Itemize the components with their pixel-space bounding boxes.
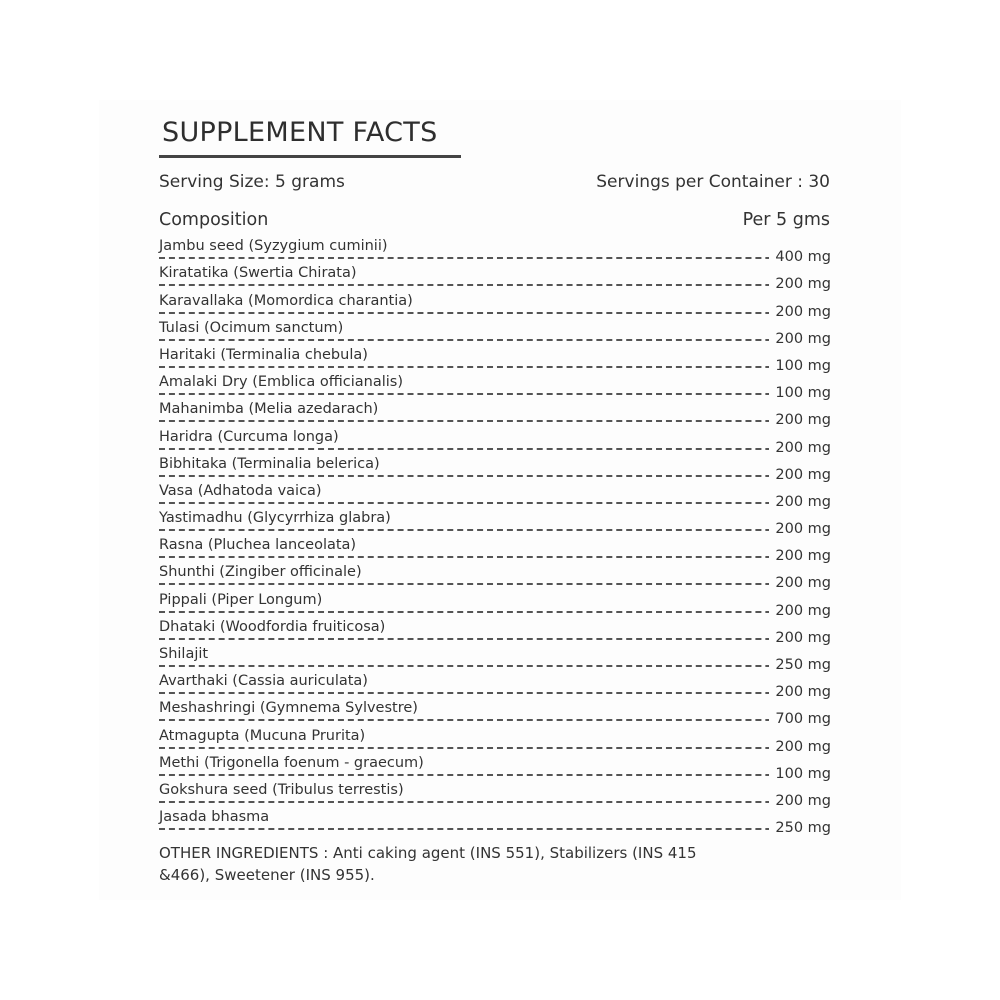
ingredient-amount: 200 mg <box>769 603 831 619</box>
ingredient-amount: 200 mg <box>769 331 831 347</box>
ingredient-name: Karavallaka (Momordica charantia) <box>159 292 413 309</box>
ingredient-name: Amalaki Dry (Emblica officianalis) <box>159 374 403 391</box>
ingredient-amount: 100 mg <box>769 766 831 782</box>
composition-header: Composition <box>159 210 269 230</box>
ingredient-row <box>159 613 831 646</box>
ingredient-name: Meshashringi (Gymnema Sylvestre) <box>159 700 418 717</box>
ingredient-name: Haritaki (Terminalia chebula) <box>159 346 368 363</box>
ingredient-row <box>159 667 831 701</box>
servings-per-container: Servings per Container : 30 <box>596 172 830 192</box>
ingredient-amount: 200 mg <box>769 548 831 564</box>
ingredient-name: Vasa (Adhatoda vaica) <box>159 482 322 499</box>
ingredient-amount: 100 mg <box>769 385 831 401</box>
ingredient-amount: 200 mg <box>769 276 831 292</box>
ingredient-amount: 200 mg <box>769 739 831 755</box>
ingredient-name: Kiratatika (Swertia Chirata) <box>159 265 357 282</box>
ingredient-row <box>159 749 831 782</box>
ingredient-name: Bibhitaka (Terminalia belerica) <box>159 455 380 472</box>
ingredient-amount: 250 mg <box>769 820 831 836</box>
ingredient-name: Avarthaki (Cassia auriculata) <box>159 673 368 690</box>
ingredient-amount: 200 mg <box>769 494 831 510</box>
ingredient-row <box>159 341 831 374</box>
ingredient-name: Jambu seed (Syzygium cuminii) <box>159 238 388 255</box>
ingredient-row <box>159 232 831 266</box>
serving-size: Serving Size: 5 grams <box>159 172 345 192</box>
page-title: SUPPLEMENT FACTS <box>162 117 438 148</box>
ingredient-amount: 200 mg <box>769 467 831 483</box>
ingredient-amount: 250 mg <box>769 657 831 673</box>
ingredient-amount: 100 mg <box>769 358 831 374</box>
ingredient-amount: 400 mg <box>769 249 831 265</box>
ingredient-name: Atmagupta (Mucuna Prurita) <box>159 727 366 744</box>
ingredient-row <box>159 286 831 320</box>
ingredient-amount: 200 mg <box>769 684 831 700</box>
ingredient-row <box>159 776 831 809</box>
ingredient-name: Dhataki (Woodfordia fruiticosa) <box>159 618 386 635</box>
ingredient-name: Pippali (Piper Longum) <box>159 591 323 608</box>
ingredient-row <box>159 314 831 347</box>
ingredient-amount: 200 mg <box>769 304 831 320</box>
ingredient-row <box>159 531 831 565</box>
ingredient-amount: 200 mg <box>769 440 831 456</box>
ingredient-row <box>159 585 831 619</box>
ingredient-row <box>159 640 831 673</box>
ingredient-row <box>159 368 831 402</box>
ingredient-row <box>159 558 831 592</box>
ingredient-row <box>159 694 831 728</box>
ingredient-amount: 200 mg <box>769 412 831 428</box>
ingredient-amount: 200 mg <box>769 521 831 537</box>
ingredient-row <box>159 395 831 429</box>
ingredient-name: Yastimadhu (Glycyrrhiza glabra) <box>159 510 391 527</box>
ingredient-list <box>159 232 831 837</box>
ingredient-name: Haridra (Curcuma longa) <box>159 428 339 445</box>
ingredient-name: Mahanimba (Melia azedarach) <box>159 401 379 418</box>
ingredient-name: Gokshura seed (Tribulus terrestis) <box>159 781 404 798</box>
ingredient-row <box>159 803 831 837</box>
ingredient-row <box>159 477 831 510</box>
title-underline <box>159 155 461 158</box>
ingredient-row <box>159 450 831 483</box>
other-ingredients: OTHER INGREDIENTS : Anti caking agent (INS 551), Stabilizers (INS 415 &466), Sweetener (INS 955). <box>159 844 697 884</box>
per-serving-header: Per 5 gms <box>742 210 830 230</box>
ingredient-row <box>159 422 831 456</box>
ingredient-name: Jasada bhasma <box>159 809 270 826</box>
ingredient-amount: 200 mg <box>769 630 831 646</box>
ingredient-amount: 700 mg <box>769 711 831 727</box>
ingredient-row <box>159 504 831 538</box>
ingredient-name: Methi (Trigonella foenum - graecum) <box>159 754 424 771</box>
ingredient-row <box>159 721 831 755</box>
ingredient-amount: 200 mg <box>769 793 831 809</box>
ingredient-name: Shilajit <box>159 646 209 662</box>
ingredient-name: Shunthi (Zingiber officinale) <box>159 564 362 581</box>
ingredient-name: Tulasi (Ocimum sanctum) <box>159 319 344 336</box>
ingredient-row <box>159 259 831 293</box>
ingredient-amount: 200 mg <box>769 575 831 591</box>
ingredient-name: Rasna (Pluchea lanceolata) <box>159 537 357 554</box>
